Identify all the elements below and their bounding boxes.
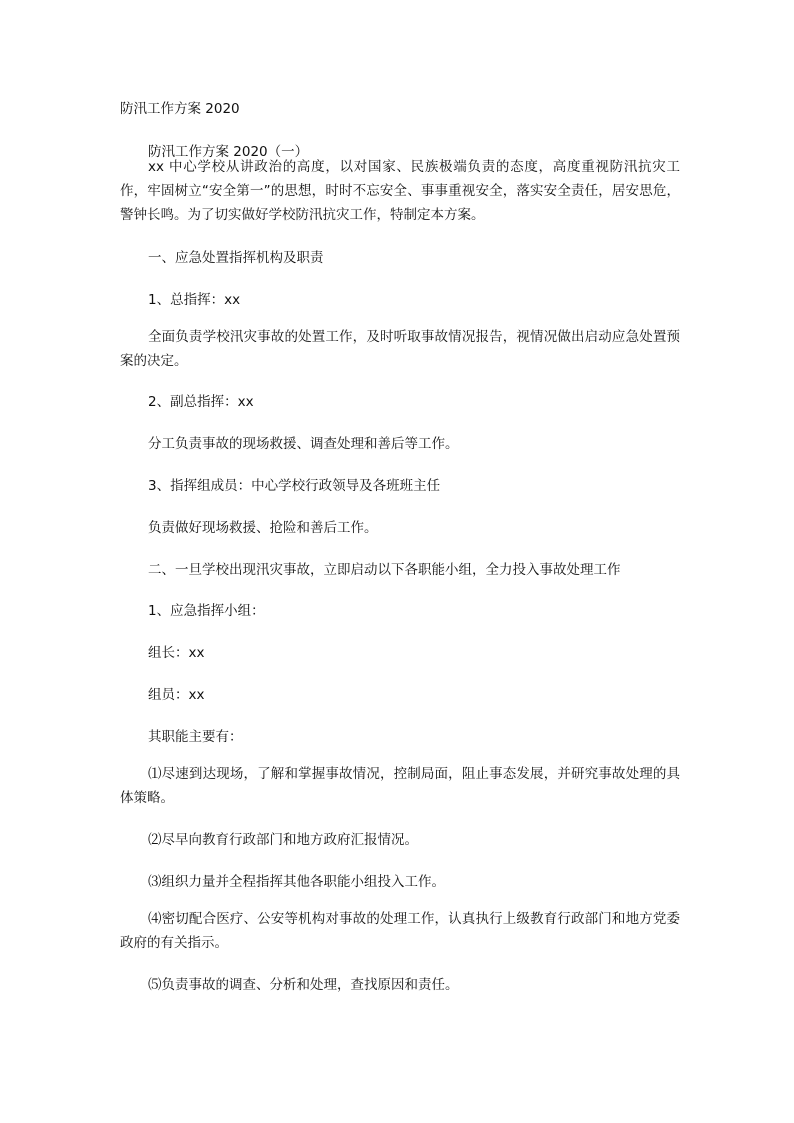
document-subtitle: 防汛工作方案 2020（一） [148,144,309,160]
group-leader: 组长：xx [148,645,205,661]
emergency-group-heading: 1、应急指挥小组： [148,603,265,619]
deputy-commander-item: 2、副总指挥：xx [148,394,254,410]
deputy-commander-duty: 分工负责事故的现场救援、调查处理和善后等工作。 [148,436,459,452]
duty-item-1: ⑴尽速到达现场，了解和掌握事故情况，控制局面，阻止事态发展，并研究事故处理的具体策略。 [120,766,680,806]
document-title: 防汛工作方案 2020 [120,101,240,117]
commander-item: 1、总指挥：xx [148,292,241,308]
section-heading-2: 二、一旦学校出现汛灾事故，立即启动以下各职能小组，全力投入事故处理工作 [148,562,621,578]
duty-item-3: ⑶组织力量并全程指挥其他各职能小组投入工作。 [148,874,445,890]
commander-duty: 全面负责学校汛灾事故的处置工作，及时听取事故情况报告，视情况做出启动应急处置预案的决定。 [120,329,680,369]
command-members-duty: 负责做好现场救援、抢险和善后工作。 [148,520,378,536]
group-member: 组员：xx [148,687,205,703]
duty-item-4: ⑷密切配合医疗、公安等机构对事故的处理工作，认真执行上级教育行政部门和地方党委政府的有关指示。 [120,911,680,951]
duty-item-5: ⑸负责事故的调查、分析和处理，查找原因和责任。 [148,977,459,993]
command-members-item: 3、指挥组成员：中心学校行政领导及各班班主任 [148,478,441,494]
intro-paragraph: xx 中心学校从讲政治的高度，以对国家、民族极端负责的态度，高度重视防汛抗灾工作，牢固树立“安全第一”的思想，时时不忘安全、事事重视安全，落实安全责任，居安思危，警钟长鸣。为了切实做好学校防汛抗灾工作，特制定本方案。 [120,159,680,223]
duty-item-2: ⑵尽早向教育行政部门和地方政府汇报情况。 [148,832,418,848]
duties-heading: 其职能主要有： [148,729,243,745]
section-heading-1: 一、应急处置指挥机构及职责 [148,250,324,266]
